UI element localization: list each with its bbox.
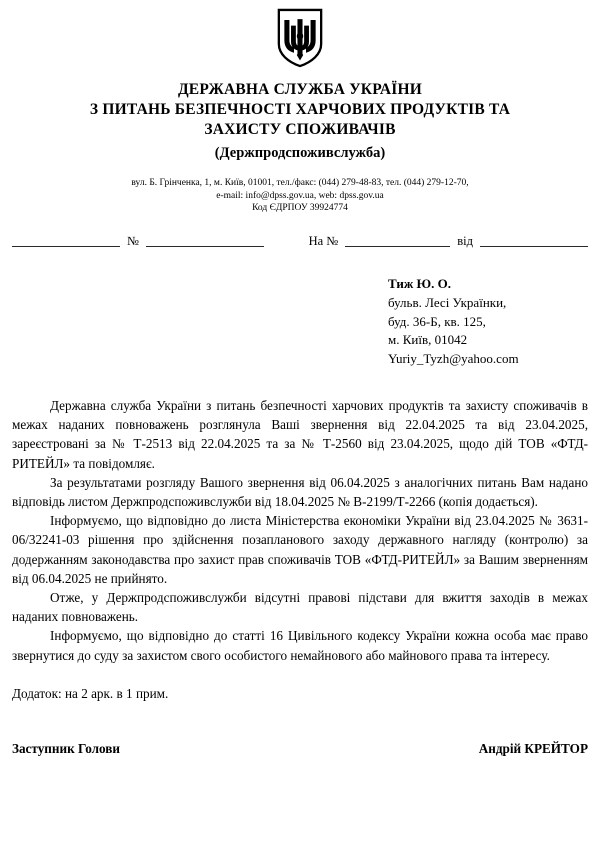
- signature-block: [0, 741, 600, 757]
- agency-short-name: (Держпродспоживслужба): [214, 145, 386, 161]
- contact-email-web-line: e-mail: info@dpss.gov.ua, web: dpss.gov.ua: [216, 190, 384, 201]
- outgoing-number-label: №: [127, 233, 139, 248]
- letter-body: [0, 396, 600, 665]
- letterhead: [0, 80, 600, 164]
- addressee-street: бульв. Лесі Українки,: [388, 295, 507, 310]
- agency-name-line-2: З ПИТАНЬ БЕЗПЕЧНОСТІ ХАРЧОВИХ ПРОДУКТІВ ТА: [89, 101, 511, 118]
- attachment-note: Додаток: на 2 арк. в 1 прим.: [12, 685, 169, 701]
- addressee-email: Yuriy_Tyzh@yahoo.com: [388, 350, 519, 366]
- agency-name-line-1: ДЕРЖАВНА СЛУЖБА УКРАЇНИ: [177, 81, 423, 98]
- agency-name-line-3: ЗАХИСТУ СПОЖИВАЧІВ: [204, 121, 396, 138]
- coat-of-arms-container: [0, 0, 600, 68]
- addressee-building: буд. 36-Б, кв. 125,: [388, 313, 486, 329]
- ukraine-trident-coat-of-arms-icon: [277, 8, 323, 68]
- contact-address-line: вул. Б. Грінченка, 1, м. Київ, 01001, тел./факс: (044) 279-48-83, тел. (044) 279-12-70,: [131, 178, 469, 188]
- addressee-block: [388, 275, 600, 369]
- addressee-name: Тиж Ю. О.: [388, 275, 452, 291]
- body-paragraph-2: За результатами розгляду Вашого звернення від 06.04.2025 з аналогічних питань Вам надано відповідь листом Держпродспоживслужби від 18.04.2025 № В-2199/Т-2266 (копія додається).: [12, 474, 588, 510]
- signatory-name: Андрій КРЕЙТОР: [478, 740, 588, 756]
- outgoing-number-blank[interactable]: [146, 235, 264, 247]
- signatory-position: Заступник Голови: [12, 740, 121, 756]
- reply-to-number-label: На №: [308, 233, 339, 248]
- contact-edrpou-line: Код ЄДРПОУ 39924774: [252, 203, 348, 213]
- body-paragraph-1: Державна служба України з питань безпечності харчових продуктів та захисту споживачів в межах наданих повноважень розглянула Ваші звернення від 22.04.2025 та від 23.04.2025, зареєстровані за № Т-2513 від 22.04.2025 та за № Т-2560 від 23.04.2025, щодо дій ТОВ «ФТД-РИТЕЙЛ» та повідомляє.: [12, 398, 588, 471]
- reply-to-number-blank[interactable]: [345, 235, 450, 247]
- reply-to-date-blank[interactable]: [480, 235, 588, 247]
- contact-details: [0, 177, 600, 215]
- addressee-city: м. Київ, 01042: [388, 332, 468, 347]
- body-paragraph-4: Отже, у Держпродспоживслужби відсутні правові підстави для вжиття заходів в межах наданих повноважень.: [12, 590, 588, 625]
- body-paragraph-3: Інформуємо, що відповідно до листа Міністерства економіки України від 23.04.2025 № 3631-06/32241-03 рішення про здійснення позапланового заходу державного нагляду (контролю) за додержанням законодавства про захист прав споживачів ТОВ «ФТД-РИТЕЙЛ» за Вашим зверненням від 06.04.2025 не прийнято.: [12, 513, 588, 586]
- outgoing-date-blank[interactable]: [12, 235, 120, 247]
- reply-to-date-label: від: [457, 233, 473, 248]
- body-paragraph-5: Інформуємо, що відповідно до статті 16 Цивільного кодексу України кожна особа має право звернутися до суду за захистом свого особистого немайнового або майнового права та інтересу.: [12, 628, 588, 663]
- reference-row: [0, 235, 600, 247]
